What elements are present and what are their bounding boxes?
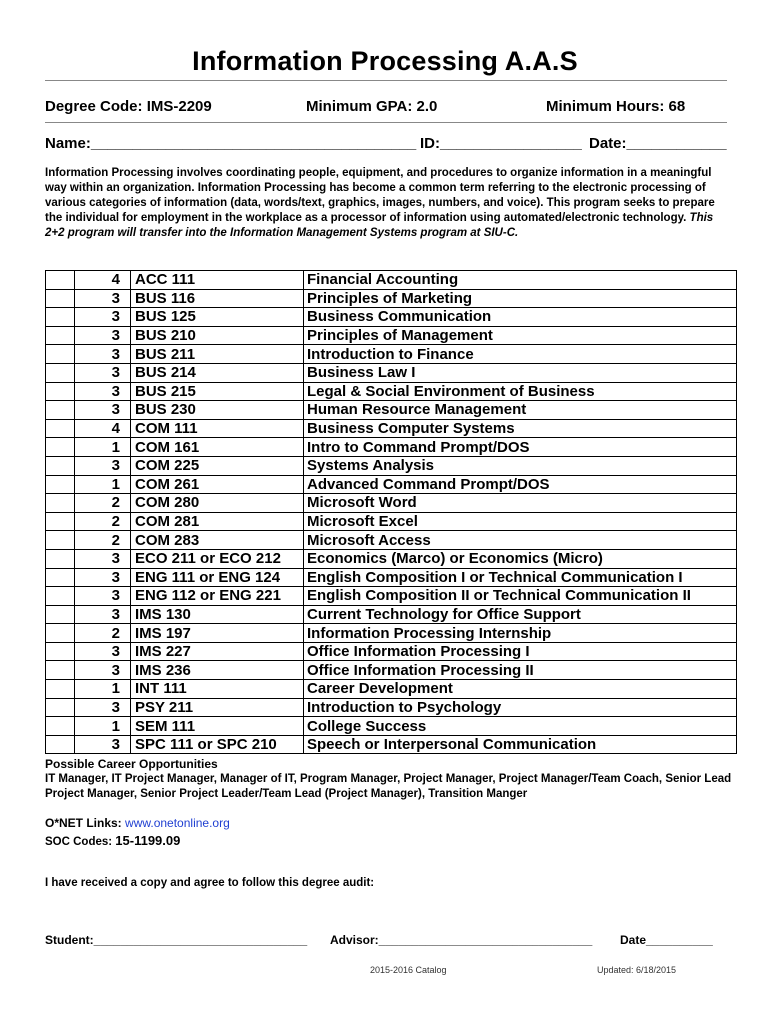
row-spacer xyxy=(46,475,75,494)
course-name: Microsoft Access xyxy=(304,531,737,550)
course-row xyxy=(46,624,737,643)
course-credits: 1 xyxy=(75,438,131,457)
catalog-year: 2015-2016 Catalog xyxy=(370,965,447,975)
course-code: IMS 236 xyxy=(131,661,304,680)
course-name: Current Technology for Office Support xyxy=(304,605,737,624)
course-row xyxy=(46,363,737,382)
course-code: COM 261 xyxy=(131,475,304,494)
course-row xyxy=(46,308,737,327)
row-spacer xyxy=(46,605,75,624)
onet-link[interactable]: www.onetonline.org xyxy=(125,816,230,830)
course-row xyxy=(46,605,737,624)
course-table xyxy=(45,270,737,754)
course-row xyxy=(46,345,737,364)
course-credits: 3 xyxy=(75,345,131,364)
row-spacer xyxy=(46,624,75,643)
course-credits: 3 xyxy=(75,549,131,568)
course-row xyxy=(46,475,737,494)
transfer-note: This 2+2 program will transfer into the Information Management Systems program at SIU-C. xyxy=(45,212,714,239)
course-name: Office Information Processing II xyxy=(304,661,737,680)
course-credits: 3 xyxy=(75,642,131,661)
row-spacer xyxy=(46,289,75,308)
course-name: Intro to Command Prompt/DOS xyxy=(304,438,737,457)
course-credits: 3 xyxy=(75,456,131,475)
meta-divider xyxy=(45,122,727,123)
title-divider xyxy=(45,80,727,81)
course-row xyxy=(46,512,737,531)
row-spacer xyxy=(46,568,75,587)
course-credits: 2 xyxy=(75,494,131,513)
course-credits: 3 xyxy=(75,698,131,717)
onet-links xyxy=(45,816,230,830)
row-spacer xyxy=(46,549,75,568)
course-credits: 1 xyxy=(75,680,131,699)
row-spacer xyxy=(46,642,75,661)
program-description xyxy=(45,166,735,241)
course-row xyxy=(46,587,737,606)
course-credits: 2 xyxy=(75,624,131,643)
course-name: Information Processing Internship xyxy=(304,624,737,643)
course-row xyxy=(46,326,737,345)
row-spacer xyxy=(46,419,75,438)
onet-label: O*NET Links: xyxy=(45,816,122,830)
date-field[interactable]: Date:____________ xyxy=(589,135,727,152)
course-name: Introduction to Psychology xyxy=(304,698,737,717)
row-spacer xyxy=(46,382,75,401)
degree-code: Degree Code: IMS-2209 xyxy=(45,98,212,115)
course-code: ACC 111 xyxy=(131,271,304,290)
course-name: Human Resource Management xyxy=(304,401,737,420)
course-credits: 1 xyxy=(75,717,131,736)
course-name: Speech or Interpersonal Communication xyxy=(304,735,737,754)
name-field[interactable]: Name:_______________________________________ xyxy=(45,135,417,152)
course-row xyxy=(46,661,737,680)
course-name: Business Communication xyxy=(304,308,737,327)
course-credits: 3 xyxy=(75,568,131,587)
course-code: SPC 111 or SPC 210 xyxy=(131,735,304,754)
course-credits: 4 xyxy=(75,419,131,438)
course-credits: 2 xyxy=(75,512,131,531)
course-name: Principles of Marketing xyxy=(304,289,737,308)
course-row xyxy=(46,419,737,438)
course-credits: 3 xyxy=(75,363,131,382)
row-spacer xyxy=(46,512,75,531)
course-name: College Success xyxy=(304,717,737,736)
row-spacer xyxy=(46,363,75,382)
soc-label: SOC Codes: xyxy=(45,836,113,848)
course-code: IMS 227 xyxy=(131,642,304,661)
soc-value: 15-1199.09 xyxy=(115,833,181,848)
course-code: BUS 116 xyxy=(131,289,304,308)
description-text: Information Processing involves coordinating people, equipment, and procedures to organize information in a meaningful way within an organization. Information Processing has become a common term referring to the electronic processing of various categories of information (data, words/text, graphics, images, numbers, and voice). This program seeks to prepare the individual for employment in the workplace as a processor of information using automated/electronic technology. xyxy=(45,167,715,224)
course-credits: 3 xyxy=(75,382,131,401)
course-code: BUS 215 xyxy=(131,382,304,401)
row-spacer xyxy=(46,494,75,513)
course-name: English Composition II or Technical Communication II xyxy=(304,587,737,606)
course-credits: 3 xyxy=(75,401,131,420)
course-name: Legal & Social Environment of Business xyxy=(304,382,737,401)
course-row xyxy=(46,494,737,513)
course-name: Financial Accounting xyxy=(304,271,737,290)
careers-heading: Possible Career Opportunities xyxy=(45,757,218,771)
course-credits: 3 xyxy=(75,289,131,308)
row-spacer xyxy=(46,531,75,550)
row-spacer xyxy=(46,587,75,606)
course-row xyxy=(46,642,737,661)
course-credits: 2 xyxy=(75,531,131,550)
advisor-signature-field[interactable]: Advisor:________________________________ xyxy=(330,933,593,947)
course-name: Office Information Processing I xyxy=(304,642,737,661)
row-spacer xyxy=(46,698,75,717)
soc-codes xyxy=(45,833,180,848)
course-code: BUS 211 xyxy=(131,345,304,364)
course-code: BUS 214 xyxy=(131,363,304,382)
course-code: BUS 125 xyxy=(131,308,304,327)
course-row xyxy=(46,549,737,568)
course-row xyxy=(46,382,737,401)
course-row xyxy=(46,456,737,475)
updated-date: Updated: 6/18/2015 xyxy=(597,965,677,975)
course-row xyxy=(46,289,737,308)
row-spacer xyxy=(46,680,75,699)
course-code: BUS 210 xyxy=(131,326,304,345)
course-credits: 3 xyxy=(75,326,131,345)
course-code: BUS 230 xyxy=(131,401,304,420)
course-code: COM 161 xyxy=(131,438,304,457)
course-name: Business Computer Systems xyxy=(304,419,737,438)
course-code: SEM 111 xyxy=(131,717,304,736)
course-row xyxy=(46,438,737,457)
row-spacer xyxy=(46,401,75,420)
course-name: Microsoft Word xyxy=(304,494,737,513)
course-code: PSY 211 xyxy=(131,698,304,717)
course-name: Economics (Marco) or Economics (Micro) xyxy=(304,549,737,568)
row-spacer xyxy=(46,735,75,754)
course-code: INT 111 xyxy=(131,680,304,699)
minimum-gpa: Minimum GPA: 2.0 xyxy=(306,98,438,115)
course-code: ENG 111 or ENG 124 xyxy=(131,568,304,587)
course-row xyxy=(46,271,737,290)
careers-text: IT Manager, IT Project Manager, Manager of IT, Program Manager, Project Manager, Project Manager/Team Coach, Senior Lead Project Manager, Senior Project Leader/Team Lead (Project Manager), Transition Manger xyxy=(45,773,732,800)
course-code: COM 225 xyxy=(131,456,304,475)
course-code: COM 111 xyxy=(131,419,304,438)
row-spacer xyxy=(46,717,75,736)
course-credits: 3 xyxy=(75,661,131,680)
row-spacer xyxy=(46,661,75,680)
course-credits: 3 xyxy=(75,587,131,606)
course-row xyxy=(46,401,737,420)
course-credits: 4 xyxy=(75,271,131,290)
course-name: Introduction to Finance xyxy=(304,345,737,364)
row-spacer xyxy=(46,271,75,290)
course-code: COM 280 xyxy=(131,494,304,513)
course-credits: 3 xyxy=(75,735,131,754)
course-name: Career Development xyxy=(304,680,737,699)
course-row xyxy=(46,698,737,717)
course-row xyxy=(46,717,737,736)
course-row xyxy=(46,680,737,699)
course-name: Principles of Management xyxy=(304,326,737,345)
course-code: ECO 211 or ECO 212 xyxy=(131,549,304,568)
signature-date-field[interactable]: Date__________ xyxy=(620,933,713,947)
course-row xyxy=(46,568,737,587)
course-credits: 1 xyxy=(75,475,131,494)
course-name: Systems Analysis xyxy=(304,456,737,475)
student-signature-field[interactable]: Student:________________________________ xyxy=(45,933,308,947)
minimum-hours: Minimum Hours: 68 xyxy=(546,98,686,115)
course-code: COM 283 xyxy=(131,531,304,550)
course-row xyxy=(46,531,737,550)
course-credits: 3 xyxy=(75,605,131,624)
course-code: IMS 197 xyxy=(131,624,304,643)
page-title: Information Processing A.A.S xyxy=(192,46,578,76)
course-code: IMS 130 xyxy=(131,605,304,624)
course-credits: 3 xyxy=(75,308,131,327)
course-name: Advanced Command Prompt/DOS xyxy=(304,475,737,494)
course-code: ENG 112 or ENG 221 xyxy=(131,587,304,606)
row-spacer xyxy=(46,456,75,475)
id-field[interactable]: ID:_________________ xyxy=(420,135,582,152)
course-name: Microsoft Excel xyxy=(304,512,737,531)
course-name: English Composition I or Technical Communication I xyxy=(304,568,737,587)
row-spacer xyxy=(46,308,75,327)
row-spacer xyxy=(46,345,75,364)
row-spacer xyxy=(46,326,75,345)
agreement-statement: I have received a copy and agree to follow this degree audit: xyxy=(45,877,375,889)
course-row xyxy=(46,735,737,754)
row-spacer xyxy=(46,438,75,457)
course-code: COM 281 xyxy=(131,512,304,531)
course-name: Business Law I xyxy=(304,363,737,382)
